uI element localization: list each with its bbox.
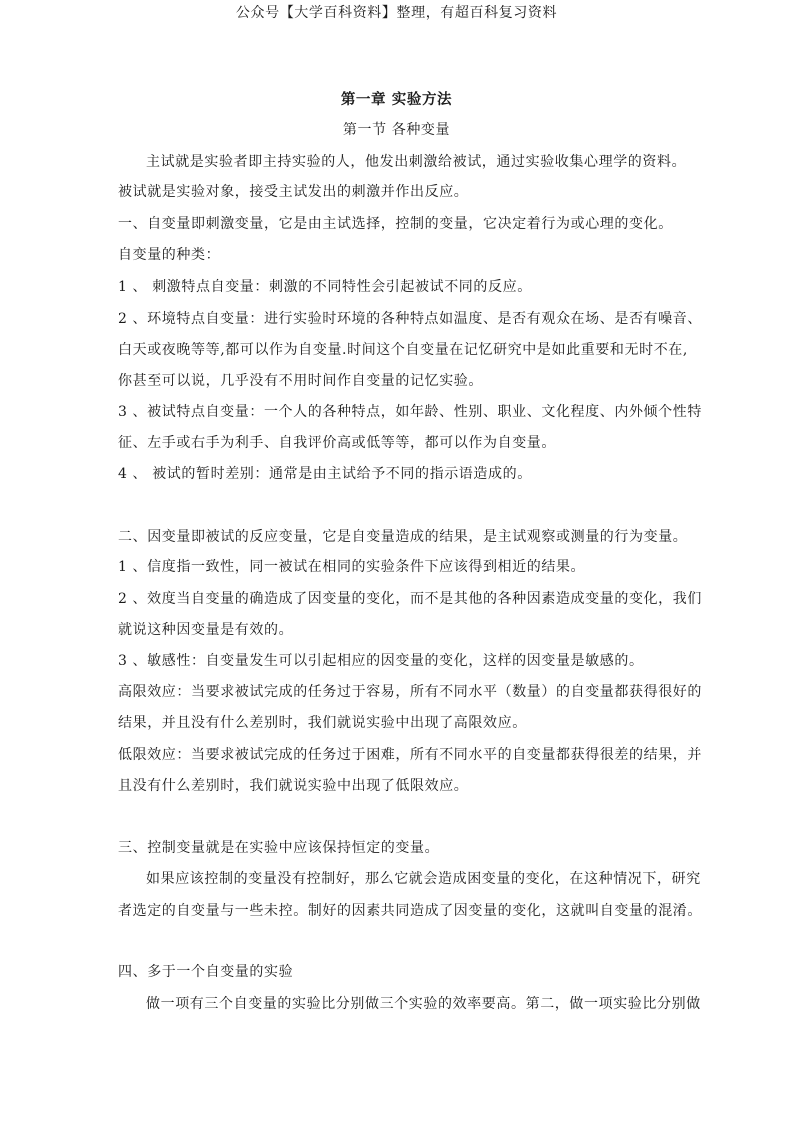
heading-independent-variable: 一、自变量即刺激变量，它是由主试选择，控制的变量，它决定着行为或心理的变化。 — [118, 216, 673, 232]
paragraph-line: 结果，并且没有什么差别时，我们就说实验中出现了高限效应。 — [118, 715, 527, 731]
paragraph-line: 做一项有三个自变量的实验比分别做三个实验的效率要高。第二，做一项实验比分别做 — [146, 996, 701, 1012]
paragraph-line: 就说这种因变量是有效的。 — [118, 622, 294, 638]
paragraph-line: 主试就是实验者即主持实验的人，他发出刺激给被试，通过实验收集心理学的资料。 — [146, 154, 687, 170]
section-title: 第一节 各种变量 — [342, 122, 451, 138]
page-header: 公众号【大学百科资料】整理，有超百科复习资料 — [235, 5, 558, 21]
paragraph-line: 高限效应：当要求被试完成的任务过于容易，所有不同水平（数量）的自变量都获得很好的 — [118, 684, 702, 700]
paragraph-line: 征、左手或右手为利手、自我评价高或低等等，都可以作为自变量。 — [118, 435, 556, 451]
list-item: 1 、 刺激特点自变量：刺激的不同特性会引起被试不同的反应。 — [118, 279, 532, 295]
chapter-title: 第一章 实验方法 — [340, 91, 453, 108]
list-item: 2 、效度当自变量的确造成了因变量的变化，而不是其他的各种因素造成变量的变化，我们 — [118, 591, 702, 607]
list-item: 3 、敏感性：自变量发生可以引起相应的因变量的变化，这样的因变量是敏感的。 — [118, 653, 644, 669]
paragraph-line: 自变量的种类： — [118, 247, 221, 263]
heading-dependent-variable: 二、因变量即被试的反应变量，它是自变量造成的结果，是主试观察或测量的行为变量。 — [118, 529, 688, 545]
list-item: 1 、信度指一致性，同一被试在相同的实验条件下应该得到相近的结果。 — [118, 559, 586, 575]
heading-control-variable: 三、控制变量就是在实验中应该保持恒定的变量。 — [118, 840, 440, 856]
paragraph-line: 被试就是实验对象，接受主试发出的刺激并作出反应。 — [118, 184, 469, 200]
list-item: 4 、 被试的暂时差别：通常是由主试给予不同的指示语造成的。 — [118, 466, 532, 482]
list-item: 2 、环境特点自变量：进行实验时环境的各种特点如温度、是否有观众在场、是否有噪音、 — [118, 311, 702, 327]
paragraph-line: 者选定的自变量与一些未控。制好的因素共同造成了因变量的变化，这就叫自变量的混淆。 — [118, 903, 702, 919]
paragraph-line: 低限效应：当要求被试完成的任务过于困难，所有不同水平的自变量都获得很差的结果，并 — [118, 747, 702, 763]
paragraph-line: 你甚至可以说，几乎没有不用时间作自变量的记忆实验。 — [118, 373, 483, 389]
paragraph-line: 且没有什么差别时，我们就说实验中出现了低限效应。 — [118, 778, 469, 794]
heading-multiple-variables: 四、多于一个自变量的实验 — [118, 964, 294, 980]
paragraph-line: 如果应该控制的变量没有控制好，那么它就会造成困变量的变化，在这种情况下，研究 — [146, 871, 701, 887]
list-item: 3 、被试特点自变量：一个人的各种特点，如年龄、性别、职业、文化程度、内外倾个性特 — [118, 404, 702, 420]
paragraph-line: 白天或夜晚等等,都可以作为自变量.时间这个自变量在记忆研究中是如此重要和无时不在, — [118, 342, 688, 358]
